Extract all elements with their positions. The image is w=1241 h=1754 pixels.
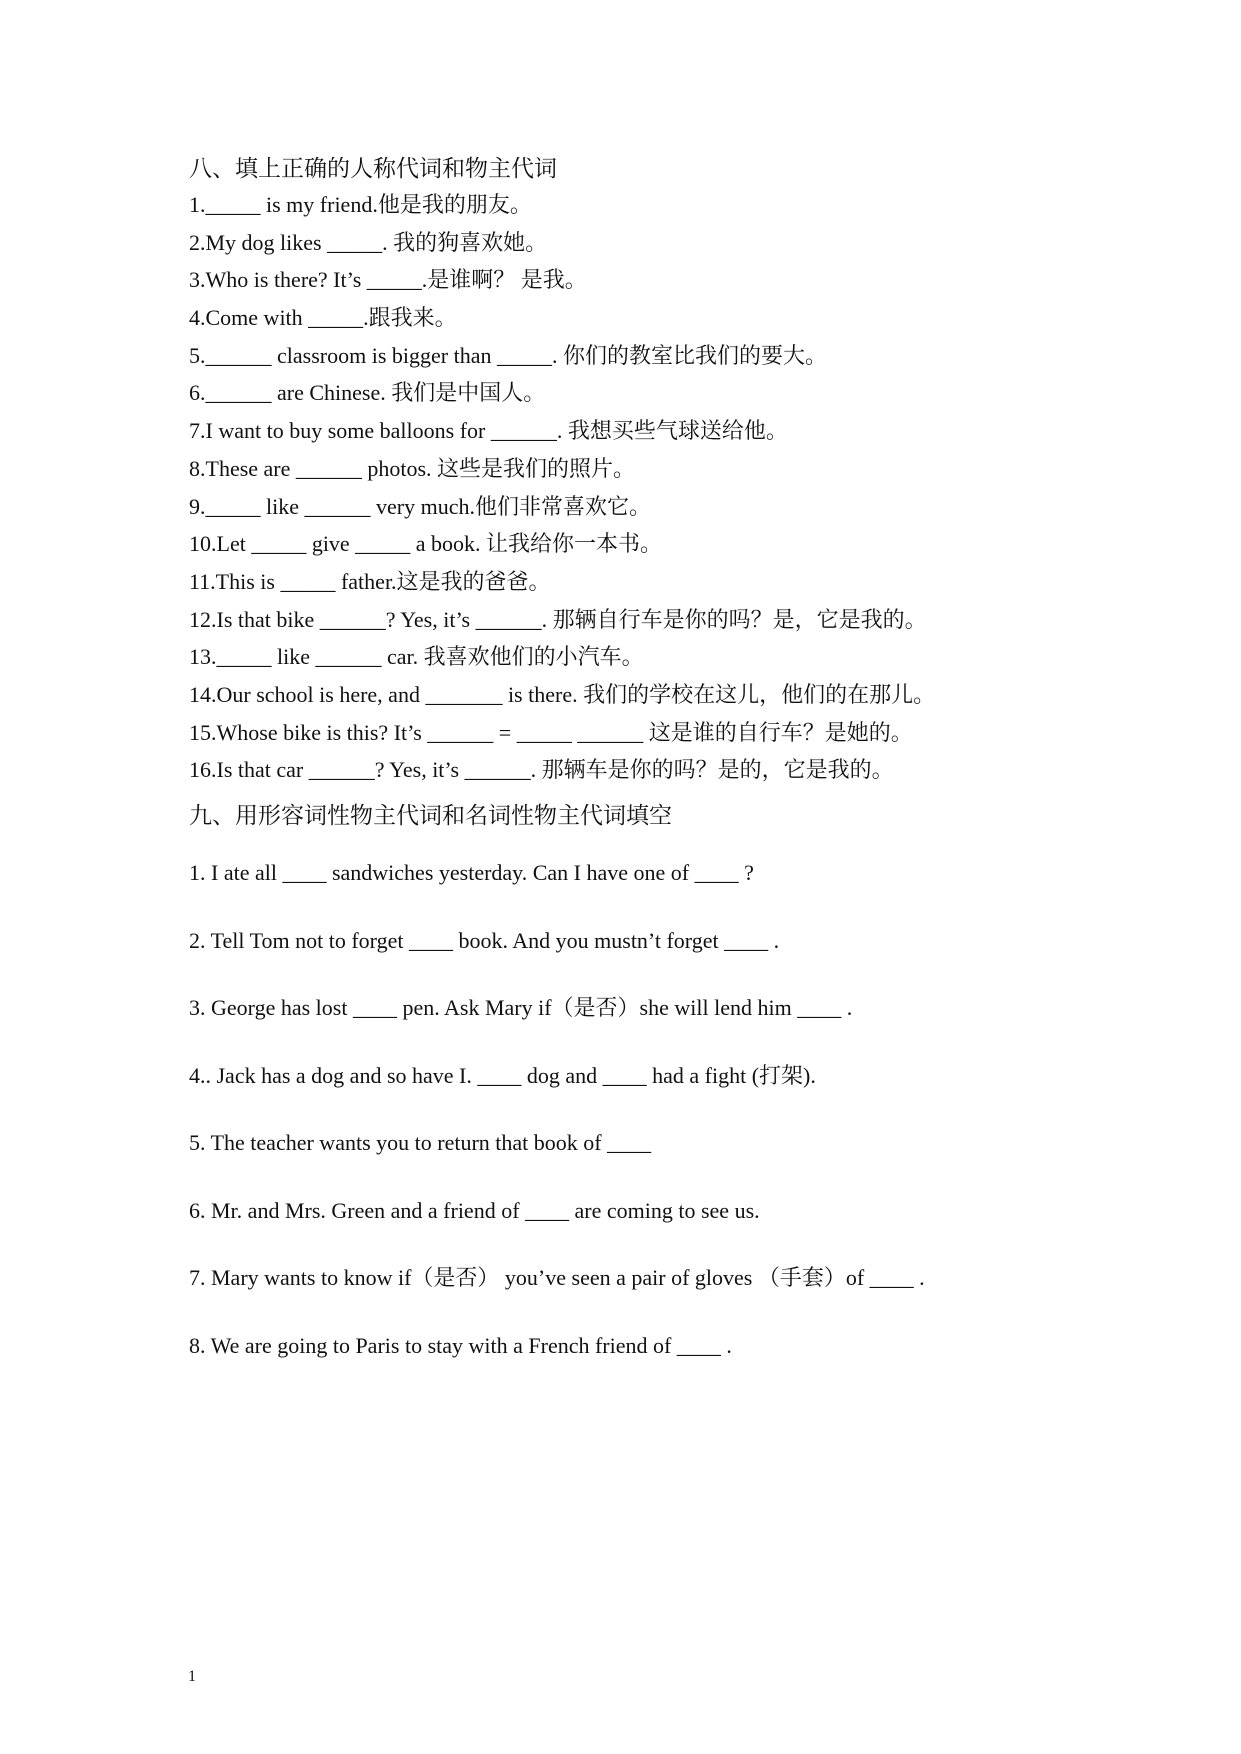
exercise-line: 16.Is that car ______? Yes, it’s ______. 那辆车是你的吗？是的，它是我的。	[189, 757, 894, 783]
exercise-line: 11.This is _____ father.这是我的爸爸。	[189, 568, 551, 594]
exercise-line: 14.Our school is here, and _______ is there. 我们的学校在这儿，他们的在那儿。	[189, 681, 936, 707]
exercise-line: 8.These are ______ photos. 这些是我们的照片。	[189, 455, 636, 481]
section-pronouns	[189, 152, 1089, 789]
exercise-line: 8. We are going to Paris to stay with a French friend of ____ .	[189, 1332, 732, 1358]
section-title: 八、填上正确的人称代词和物主代词	[189, 156, 557, 181]
exercise-line: 4.. Jack has a dog and so have I. ____ dog and ____ had a fight (打架).	[189, 1062, 816, 1088]
section-title: 九、用形容词性物主代词和名词性物主代词填空	[189, 803, 672, 828]
exercise-line: 6. Mr. and Mrs. Green and a friend of ____ are coming to see us.	[189, 1197, 760, 1223]
exercise-line: 13._____ like ______ car. 我喜欢他们的小汽车。	[189, 644, 644, 670]
exercise-line: 5. The teacher wants you to return that book of ____	[189, 1130, 652, 1155]
worksheet-content	[189, 152, 1089, 1396]
exercise-line: 3.Who is there? It’s _____.是谁啊？ 是我。	[189, 267, 587, 293]
exercise-line: 1._____ is my friend.他是我的朋友。	[189, 192, 532, 217]
exercise-line: 2.My dog likes _____. 我的狗喜欢她。	[189, 229, 548, 255]
exercise-line: 6.______ are Chinese. 我们是中国人。	[189, 380, 546, 406]
exercise-line: 1. I ate all ____ sandwiches yesterday. Can I have one of ____ ?	[189, 860, 754, 885]
exercise-line: 2. Tell Tom not to forget ____ book. And you mustn’t forget ____ .	[189, 927, 780, 953]
exercise-line: 15.Whose bike is this? It’s ______ = _____ ______ 这是谁的自行车？是她的。	[189, 719, 913, 745]
exercise-line: 9._____ like ______ very much.他们非常喜欢它。	[189, 493, 651, 519]
exercise-line: 7. Mary wants to know if（是否） you’ve seen a pair of gloves （手套）of ____ .	[189, 1265, 925, 1290]
exercise-line: 7.I want to buy some balloons for ______. 我想买些气球送给他。	[189, 418, 788, 444]
page-number: 1	[188, 1668, 196, 1685]
exercise-line: 10.Let _____ give _____ a book. 让我给你一本书。	[189, 531, 662, 557]
section-possessives	[189, 799, 1089, 1363]
exercise-line: 3. George has lost ____ pen. Ask Mary if（是否）she will lend him ____ .	[189, 995, 853, 1020]
exercise-line: 4.Come with _____.跟我来。	[189, 305, 457, 331]
exercise-line: 12.Is that bike ______? Yes, it’s ______. 那辆自行车是你的吗？是，它是我的。	[189, 606, 927, 632]
exercise-line: 5.______ classroom is bigger than _____. 你们的教室比我们的要大。	[189, 342, 827, 368]
